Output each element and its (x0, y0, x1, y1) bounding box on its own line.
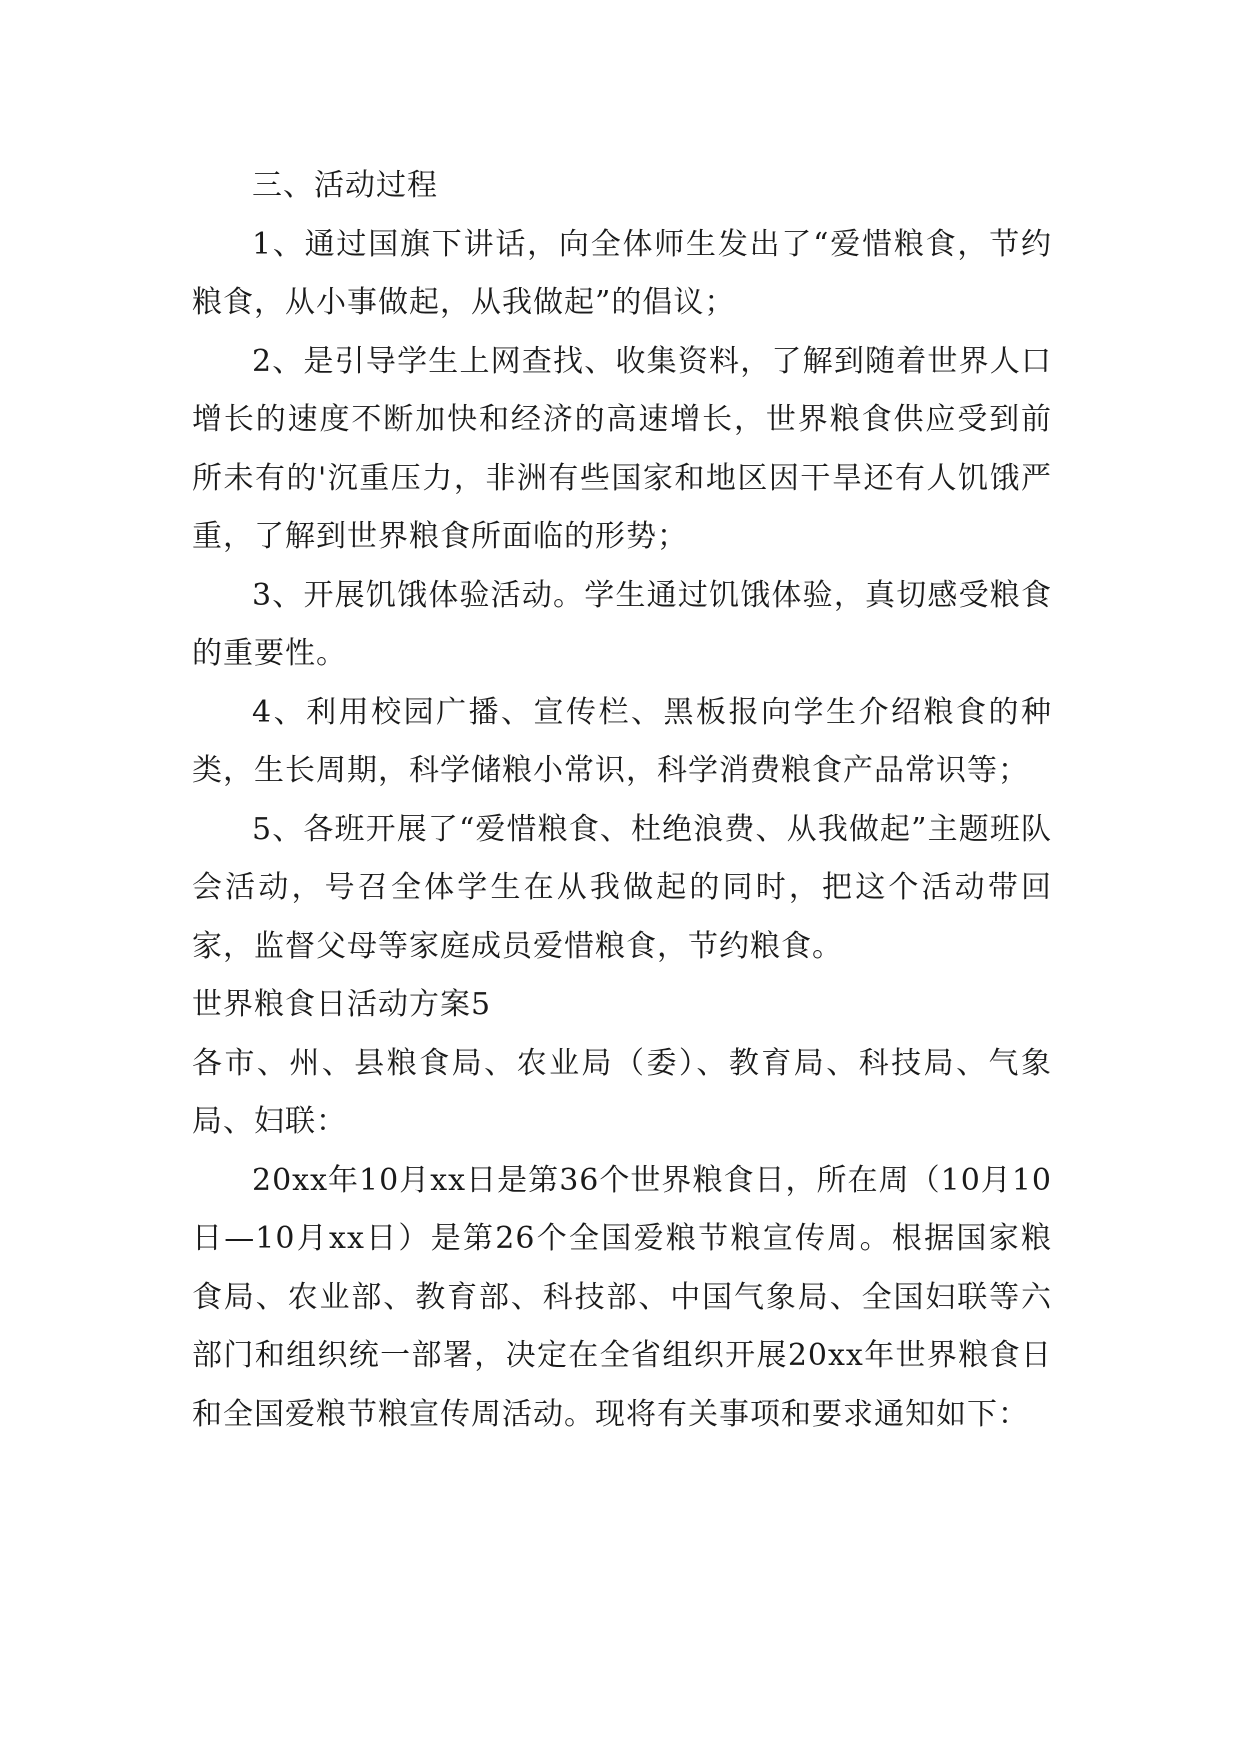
notice-paragraph: 20xx年10月xx日是第36个世界粮食日，所在周（10月10日—10月xx日）是第26个全国爱粮节粮宣传周。根据国家粮食局、农业部、教育部、科技部、中国气象局、全国妇联等六部门和组织统一部署，决定在全省组织开展20xx年世界粮食日和全国爱粮节粮宣传周活动。现将有关事项和要求通知如下： (192, 1162, 1052, 1432)
paragraph-2: 2、是引导学生上网查找、收集资料，了解到随着世界人口增长的速度不断加快和经济的高速增长，世界粮食供应受到前所未有的'沉重压力，非洲有些国家和地区因干旱还有人饥饿严重，了解到世界粮食所面临的形势； (192, 343, 1052, 554)
paragraph-1: 1、通过国旗下讲话，向全体师生发出了“爱惜粮食，节约粮食，从小事做起，从我做起”的倡议； (192, 226, 1052, 320)
paragraph-3: 3、开展饥饿体验活动。学生通过饥饿体验，真切感受粮食的重要性。 (192, 577, 1052, 671)
recipients-line: 各市、州、县粮食局、农业局（委）、教育局、科技局、气象局、妇联： (192, 1045, 1052, 1139)
paragraph-4: 4、利用校园广播、宣传栏、黑板报向学生介绍粮食的种类，生长周期，科学储粮小常识，科学消费粮食产品常识等； (192, 694, 1052, 788)
section-title: 世界粮食日活动方案5 (192, 987, 492, 1022)
paragraph-5: 5、各班开展了“爱惜粮食、杜绝浪费、从我做起”主题班队会活动，号召全体学生在从我做起的同时，把这个活动带回家，监督父母等家庭成员爱惜粮食，节约粮食。 (192, 811, 1052, 964)
document-body (192, 157, 1052, 1444)
section-heading: 三、活动过程 (252, 168, 438, 203)
